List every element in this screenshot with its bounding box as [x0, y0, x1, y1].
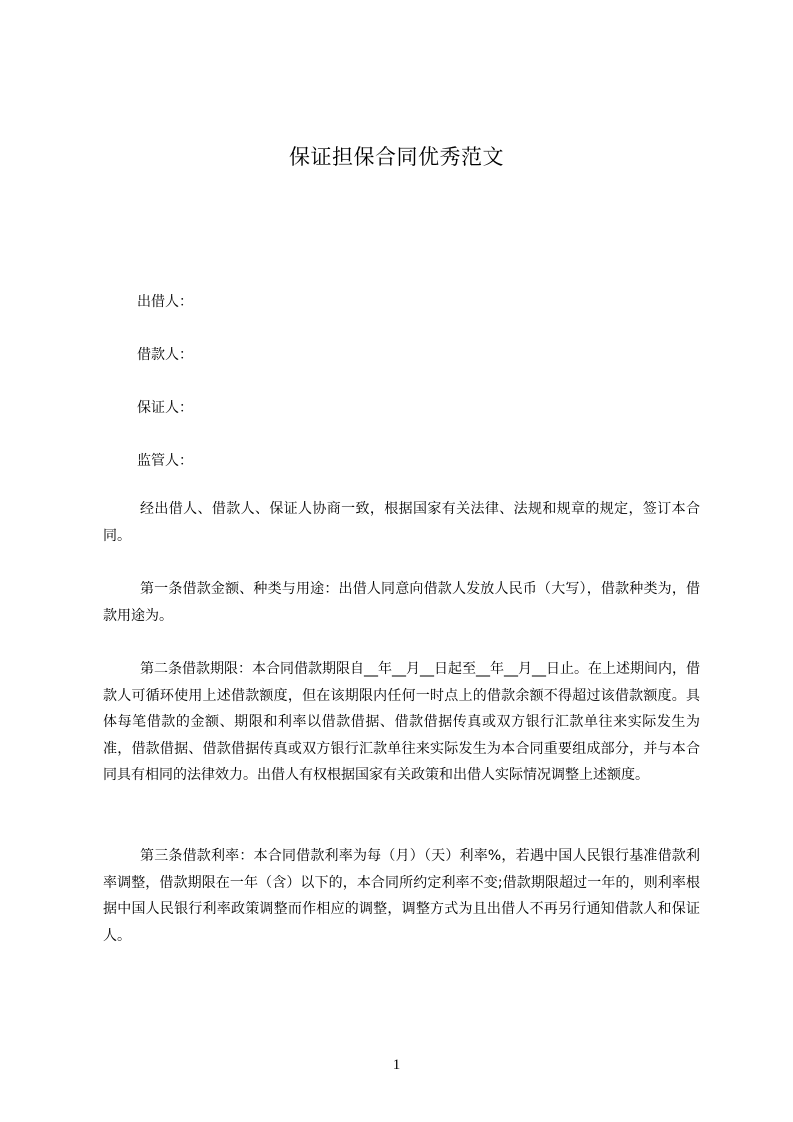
party-supervisor: 监管人：: [137, 453, 193, 469]
document-title: 保证担保合同优秀范文: [289, 145, 504, 169]
paragraph-article-1: 第一条借款金额、种类与用途：出借人同意向借款人发放人民币（大写），借款种类为，借款用途为。: [103, 581, 700, 624]
party-borrower: 借款人：: [137, 347, 193, 363]
paragraph-article-3: 第三条借款利率：本合同借款利率为每（月）（天）利率%，若遇中国人民银行基准借款利率调整，借款期限在一年（含）以下的，本合同所约定利率不变;借款期限超过一年的，则利率根据中国人民银行利率政策调整而作相应的调整，调整方式为且出借人不再另行通知借款人和保证人。: [103, 848, 700, 944]
paragraph-article-2: 第二条借款期限：本合同借款期限自__年__月__日起至__年__月__日止。在上述期间内，借款人可循环使用上述借款额度，但在该期限内任何一时点上的借款余额不得超过该借款额度。具体每笔借款的金额、期限和利率以借款借据、借款借据传真或双方银行汇款单往来实际发生为准，借款借据、借款借据传真或双方银行汇款单往来实际发生为本合同重要组成部分，并与本合同具有相同的法律效力。出借人有权根据国家有关政策和出借人实际情况调整上述额度。: [103, 661, 700, 783]
paragraph-preamble: 经出借人、借款人、保证人协商一致，根据国家有关法律、法规和规章的规定，签订本合同。: [103, 501, 700, 544]
party-lender: 出借人：: [137, 294, 193, 310]
page-number: 1: [392, 1057, 401, 1073]
party-guarantor: 保证人：: [137, 400, 193, 416]
